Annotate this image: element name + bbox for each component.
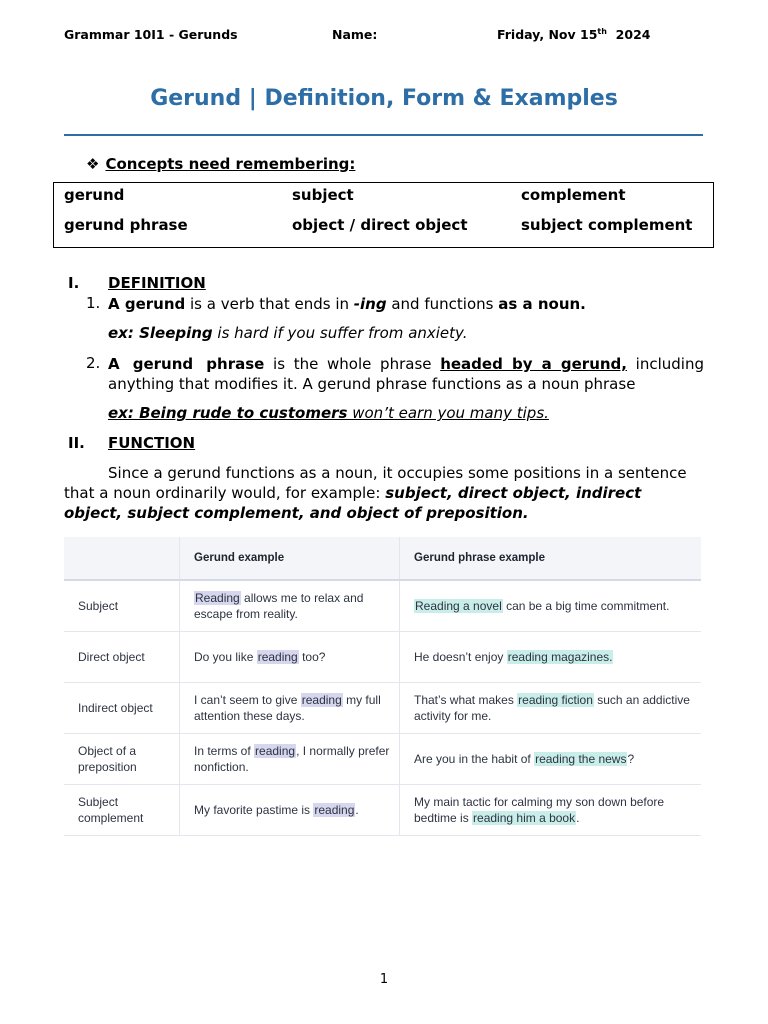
text: such an addictive activity for me.: [414, 693, 690, 723]
suffix-italic: -ing: [353, 295, 387, 313]
section-definition-heading: [68, 274, 206, 292]
table-header: Gerund example: [180, 537, 400, 580]
title-divider: [64, 134, 703, 136]
table-row: [64, 683, 701, 734]
term-bold: as a noun.: [498, 295, 586, 313]
page-number: 1: [379, 972, 389, 987]
term-bold-underline: headed by a gerund,: [440, 355, 627, 373]
example-bold: ex: Being rude to customers: [108, 404, 348, 422]
section-numeral: I.: [68, 274, 80, 292]
date-suffix: th: [597, 27, 607, 36]
concept-term: gerund phrase: [64, 216, 188, 234]
phrase-highlight: reading him a book: [473, 811, 576, 825]
role-cell: Object of a preposition: [64, 734, 180, 785]
gerund-highlight: reading: [314, 803, 355, 817]
section-numeral: II.: [68, 434, 85, 452]
gerund-examples-table: [64, 537, 701, 836]
text: Do you like: [194, 650, 257, 664]
concept-term: object / direct object: [292, 216, 468, 234]
table-row: [64, 580, 701, 632]
table-row: [64, 632, 701, 683]
suffix-bold: [354, 295, 387, 313]
phrase-highlight: reading magazines.: [507, 650, 613, 664]
example-1: [108, 324, 468, 342]
phrase-cell: [400, 580, 702, 632]
text: can be a big time commitment.: [502, 599, 670, 613]
role-cell: Subject: [64, 580, 180, 632]
phrase-cell: [400, 734, 702, 785]
gerund-highlight: reading: [301, 693, 342, 707]
text: allows me to relax and escape from reality.: [194, 591, 364, 621]
term-bold: A gerund: [108, 295, 186, 313]
table-row: [64, 785, 701, 836]
definition-item-1: [108, 294, 708, 314]
phrase-highlight: reading the news: [535, 752, 627, 766]
gerund-highlight: Reading: [195, 591, 240, 605]
course-label: Grammar 10I1 - Gerunds: [64, 27, 238, 42]
gerund-cell: [180, 734, 400, 785]
section-title: DEFINITION: [108, 274, 206, 292]
date-main: Friday, Nov 15: [497, 27, 598, 43]
text: and functions: [386, 295, 499, 313]
text: my full attention these days.: [194, 693, 381, 723]
gerund-cell: [180, 632, 400, 683]
date-year: 2024: [615, 27, 651, 43]
example-bold: ex: Sleeping: [108, 324, 213, 342]
list-number: 1.: [86, 294, 101, 312]
text: Are you in the habit of: [414, 752, 535, 766]
phrase-highlight: reading fiction: [518, 693, 593, 707]
phrase-cell: [400, 785, 702, 836]
role-cell: Subject complement: [64, 785, 180, 836]
gerund-highlight: reading: [255, 744, 296, 758]
gerund-cell: [180, 683, 400, 734]
phrase-highlight: Reading a novel: [415, 599, 502, 613]
page-title: Gerund | Definition, Form & Examples: [150, 86, 618, 111]
name-label: Name:: [332, 27, 378, 42]
gerund-highlight: reading: [257, 650, 298, 664]
definition-item-2: [108, 354, 704, 394]
phrase-cell: [400, 632, 702, 683]
concept-term: subject complement: [521, 216, 693, 234]
diamond-bullet-icon: ❖: [86, 155, 100, 173]
gerund-cell: [180, 580, 400, 632]
concepts-box: [53, 182, 714, 248]
concept-term: gerund: [64, 186, 125, 204]
example-text: is hard if you suffer from anxiety.: [212, 324, 468, 342]
text: .: [576, 811, 580, 825]
concept-term: subject: [292, 186, 354, 204]
table-header-row: [64, 537, 701, 580]
role-cell: Direct object: [64, 632, 180, 683]
text: He doesn’t enjoy: [414, 650, 507, 664]
role-cell: Indirect object: [64, 683, 180, 734]
example-text: won’t earn you many tips.: [347, 404, 549, 422]
text: too?: [298, 650, 326, 664]
table-header: Gerund phrase example: [400, 537, 702, 580]
text: My favorite pastime is: [194, 803, 314, 817]
text: .: [355, 803, 359, 817]
date-label: [497, 27, 650, 42]
text: That’s what makes: [414, 693, 518, 707]
text: , I normally prefer nonfiction.: [194, 744, 390, 774]
concept-term: complement: [521, 186, 626, 204]
text: ?: [627, 752, 635, 766]
table-row: [64, 734, 701, 785]
table-header: [64, 537, 180, 580]
text: including anything that modifies it. A gerund phrase functions as a noun phrase: [108, 355, 704, 393]
section-function-heading: [68, 434, 195, 452]
concepts-heading: [86, 155, 355, 173]
concepts-heading-text: Concepts need remembering:: [105, 155, 356, 173]
text: Since a gerund functions as a noun, it occupies some positions in a sentence that a noun ordinarily would, for example:: [64, 464, 687, 502]
text: My main tactic for calming my son down before bedtime is: [414, 795, 665, 825]
text: I can’t seem to give: [194, 693, 301, 707]
example-2: [108, 404, 549, 422]
function-paragraph: [64, 463, 704, 523]
text: is the whole phrase: [264, 355, 441, 373]
section-title: FUNCTION: [108, 434, 196, 452]
term-bold: A gerund phrase: [108, 355, 265, 373]
function-list: subject, direct object, indirect object, subject complement, and object of preposition.: [64, 484, 642, 522]
list-number: 2.: [86, 354, 101, 372]
text: is a verb that ends in: [185, 295, 354, 313]
text: In terms of: [194, 744, 255, 758]
gerund-cell: [180, 785, 400, 836]
phrase-cell: [400, 683, 702, 734]
